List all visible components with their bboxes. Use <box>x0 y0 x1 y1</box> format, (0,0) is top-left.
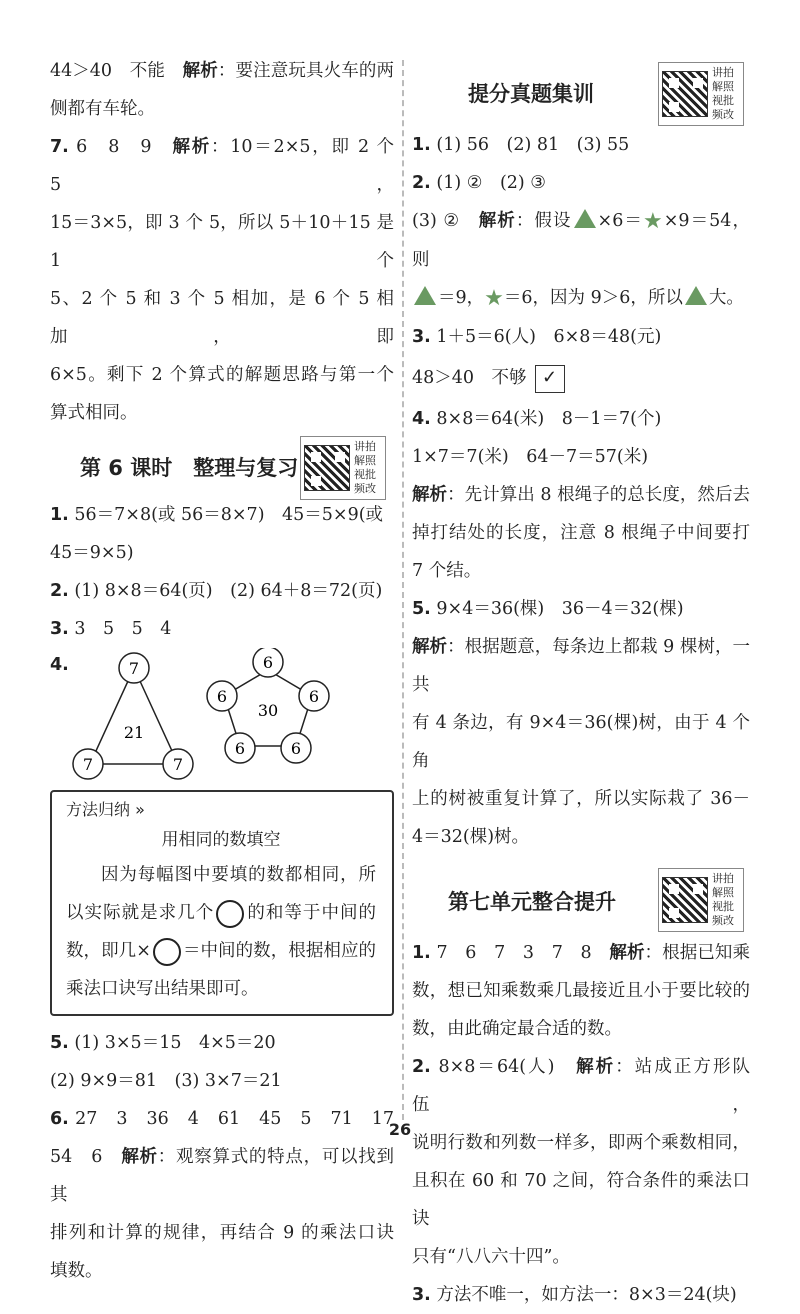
answer-1: 1. 56＝7×8(或 56＝8×7) 45＝5×9(或 <box>50 505 384 525</box>
section-heading: 第七单元整合提升 <box>448 890 616 914</box>
answer-line: 15＝3×5，即 3 个 5，所以 5＋10＋15 是 1 个 <box>50 213 394 271</box>
page-number: 26 <box>388 1120 412 1139</box>
left-column <box>50 52 394 1290</box>
answer-5: 5. 9×4＝36(棵) 36－4＝32(棵) <box>412 599 684 619</box>
pentagon-lower-left: 6 <box>234 739 246 758</box>
qr-code[interactable] <box>300 436 386 500</box>
answer-2: 2. (1) ② (2) ③ <box>412 173 546 193</box>
answer-line: 解析：先计算出 8 根绳子的总长度，然后去 <box>412 485 750 505</box>
method-line: 以实际就是求几个 的和等于中间的 <box>66 894 376 932</box>
answer-line: ＝9，★＝6，因为 9＞6，所以 大。 <box>412 279 750 318</box>
method-line: 乘法口诀写出结果即可。 <box>66 979 259 999</box>
answer-line: 1×7＝7(米) 64－7＝57(米) <box>412 447 649 467</box>
answer-line: 填数。 <box>50 1261 103 1281</box>
answer-line: 48＞40 不够 ✓ <box>412 356 750 400</box>
answer-line: 有 4 条边，有 9×4＝36(棵)树，由于 4 个角 <box>412 713 750 771</box>
triangle-top: 7 <box>128 659 140 678</box>
triangle-left: 7 <box>82 755 94 774</box>
qr-label: 讲拍 解照 视批 频改 <box>354 440 376 495</box>
answer-number: 4. <box>50 655 69 675</box>
method-summary-heading: 方法归纳 » <box>66 800 145 819</box>
column-divider <box>402 60 404 1120</box>
blank-circle-icon <box>153 938 181 966</box>
answer-line: 7 个结。 <box>412 561 482 581</box>
method-line: 数，即几× ＝中间的数，根据相应的 <box>66 932 376 970</box>
triangle-icon <box>574 209 596 228</box>
qr-code-icon <box>662 877 708 923</box>
answer-6: 6. 27 3 36 4 61 45 5 71 17 <box>50 1109 394 1129</box>
answer-line: 数，由此确定最合适的数。 <box>412 1019 622 1039</box>
star-icon: ★ <box>484 286 504 311</box>
triangle-figure <box>73 653 193 779</box>
answer-1: 1. (1) 56 (2) 81 (3) 55 <box>412 135 630 155</box>
answer-5: 5. (1) 3×5＝15 4×5＝20 <box>50 1033 276 1053</box>
qr-label: 讲拍 解照 视批 频改 <box>712 66 734 121</box>
answer-2: 2. (1) 8×8＝64(页) (2) 64＋8＝72(页) <box>50 581 383 601</box>
pentagon-lower-right: 6 <box>290 739 302 758</box>
qr-label: 讲拍 解照 视批 频改 <box>712 872 734 927</box>
answer-3: 3. 3 5 5 4 <box>50 619 172 639</box>
figure-shapes <box>50 648 390 780</box>
method-line: 因为每幅图中要填的数都相同，所 <box>101 865 376 885</box>
answer-line: 说明行数和列数一样多，即两个乘数相同， <box>412 1133 750 1153</box>
blank-circle-icon <box>216 900 244 928</box>
method-summary-title: 用相同的数填空 <box>161 830 281 850</box>
answer-3: 3. 1＋5＝6(人) 6×8＝48(元) <box>412 327 662 347</box>
section-title-practice <box>412 52 750 126</box>
triangle-icon <box>414 286 436 305</box>
qr-code[interactable] <box>658 62 744 126</box>
answer-line: 排列和计算的规律，再结合 9 的乘法口诀 <box>50 1223 394 1243</box>
triangle-right: 7 <box>172 755 184 774</box>
answer-4: 4. 8×8＝64(米) 8－1＝7(个) <box>412 409 662 429</box>
star-icon: ★ <box>642 209 664 234</box>
checkmark-box: ✓ <box>535 365 565 393</box>
answer-line: (3) ② 解析：假设 ×6＝★×9＝54，则 <box>412 209 750 270</box>
answer-line: 45＝9×5) <box>50 543 134 563</box>
pentagon-top: 6 <box>262 653 274 672</box>
answer-7: 7. 6 8 9 解析：10＝2×5，即 2 个 5， <box>50 137 394 195</box>
answer-line: 5、2 个 5 和 3 个 5 相加，是 6 个 5 相加，即 <box>50 289 394 347</box>
pentagon-center: 30 <box>257 701 279 720</box>
section-heading: 提分真题集训 <box>468 82 594 106</box>
method-summary-box <box>50 790 394 1016</box>
answer-line: 数，想已知乘数乘几最接近且小于要比较的 <box>412 981 750 1001</box>
answer-line: 54 6 解析：观察算式的特点，可以找到其 <box>50 1147 395 1205</box>
answer-line: 4＝32(棵)树。 <box>412 827 530 847</box>
answer-2: 2. 8×8＝64(人) 解析：站成正方形队伍， <box>412 1057 751 1115</box>
answer-line: 44＞40 不能 解析：要注意玩具火车的两 <box>50 61 395 81</box>
qr-code-icon <box>304 445 350 491</box>
answer-line: 掉打结处的长度，注意 8 根绳子中间要打 <box>412 523 750 543</box>
answer-3: 3. 方法不唯一，如方法一：8×3＝24(块) <box>412 1285 737 1305</box>
triangle-icon <box>685 286 707 305</box>
pentagon-figure <box>207 648 329 763</box>
qr-code-icon <box>662 71 708 117</box>
section-heading: 第 6 课时 整理与复习 <box>80 456 299 480</box>
pentagon-upper-right: 6 <box>308 687 320 706</box>
answer-line: (2) 9×9＝81 (3) 3×7＝21 <box>50 1071 282 1091</box>
answer-line: 且积在 60 和 70 之间，符合条件的乘法口诀 <box>412 1171 750 1229</box>
answer-line: 解析：根据题意，每条边上都栽 9 棵树，一共 <box>412 637 750 695</box>
answer-line: 6×5。剩下 2 个算式的解题思路与第一个 <box>50 365 394 385</box>
answer-1: 1. 7 6 7 3 7 8 解析：根据已知乘 <box>412 943 750 963</box>
pentagon-upper-left: 6 <box>216 687 228 706</box>
triangle-center: 21 <box>123 723 145 742</box>
qr-code[interactable] <box>658 868 744 932</box>
answer-line: 侧都有车轮。 <box>50 99 155 119</box>
answer-4 <box>50 648 394 780</box>
section-title-unit7 <box>412 856 750 934</box>
section-title-lesson6 <box>50 432 394 496</box>
answer-line: 只有“八八六十四”。 <box>412 1247 570 1267</box>
answer-line: 算式相同。 <box>50 403 138 423</box>
answer-line: 上的树被重复计算了，所以实际栽了 36－ <box>412 789 750 809</box>
